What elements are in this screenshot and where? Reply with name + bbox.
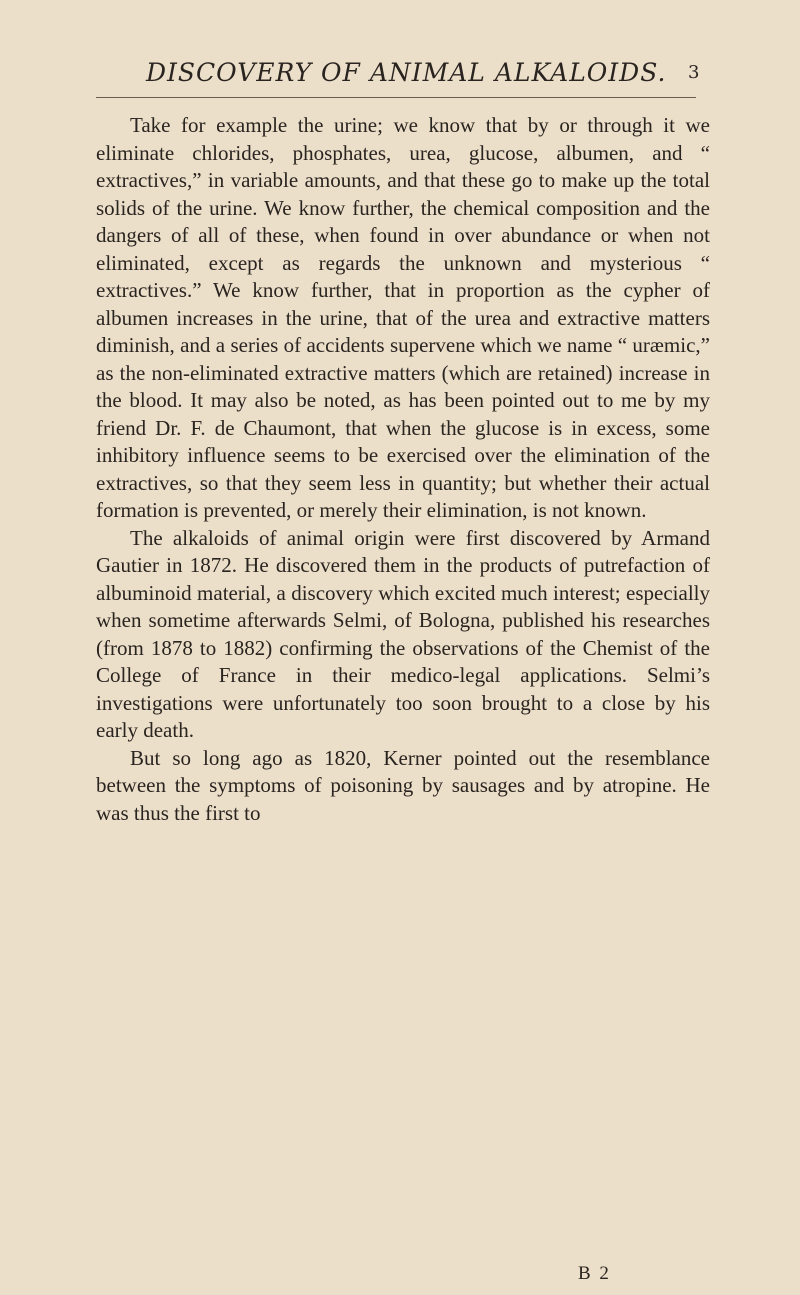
paragraph: But so long ago as 1820, Kerner pointed out the resemblance between the symptoms of poisoning by sausages and by atropine. He was thus the first to	[96, 745, 710, 825]
header-rule	[96, 97, 696, 98]
signature-mark: B 2	[578, 1263, 611, 1284]
running-header	[146, 58, 706, 98]
page-number: 3	[688, 62, 700, 83]
paragraph: Take for example the urine; we know that by or through it we eliminate chlorides, phosphates, urea, glucose, albumen, and “ extractives,” in variable amounts, and that these go to make up the total solids of the urine. We know further, the chemical composition and the dangers of all of these, when found in over abundance or when not eliminated, except as regards the unknown and mysterious “ extractives.” We know further, that in proportion as the cypher of albumen increases in the urine, that of the urea and extractive matters diminish, and a series of accidents supervene which we name “ uræmic,” as the non-eliminated extractive matters (which are retained) increase in the blood. It may also be noted, as has been pointed out to me by my friend Dr. F. de Chaumont, that when the glucose is in excess, some inhibitory influence seems to be exercised over the elimination of the extractives, so that they seem less in quantity; but whether their actual formation is prevented, or merely their elimination, is not known.	[96, 113, 710, 522]
body-text	[96, 112, 710, 827]
paragraph: The alkaloids of animal origin were first discovered by Armand Gautier in 1872. He discovered them in the products of putrefaction of albuminoid material, a discovery which excited much interest; especially when sometime afterwards Selmi, of Bologna, published his researches (from 1878 to 1882) confirming the observations of the Chemist of the College of France in their medico-legal applications. Selmi’s investigations were unfortunately too soon brought to a close by his early death.	[96, 525, 710, 742]
running-title: DISCOVERY OF ANIMAL ALKALOIDS.	[146, 58, 667, 87]
